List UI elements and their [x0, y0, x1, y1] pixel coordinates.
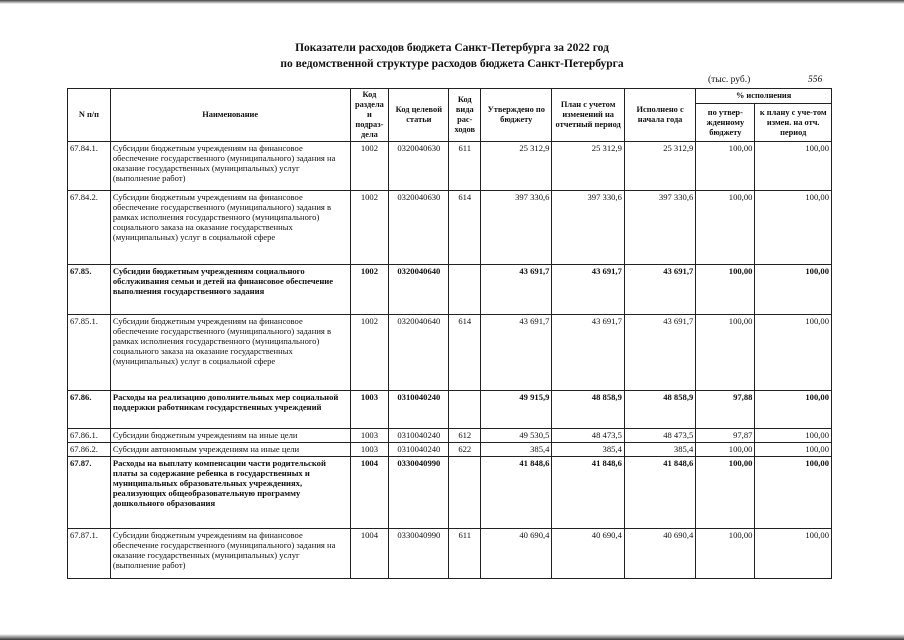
cell-type: 614	[449, 315, 481, 391]
header-target-code: Код целевой статьи	[389, 89, 449, 142]
cell-plan: 385,4	[552, 443, 624, 457]
cell-pct-plan: 100,00	[755, 529, 832, 579]
table-row	[68, 457, 832, 529]
cell-target: 0320040630	[389, 142, 449, 191]
cell-approved: 40 690,4	[481, 529, 552, 579]
cell-executed: 43 691,7	[624, 315, 695, 391]
cell-pct-plan: 100,00	[755, 191, 832, 265]
table-row	[68, 191, 832, 265]
cell-pct-approved: 100,00	[696, 457, 755, 529]
cell-section: 1003	[350, 429, 389, 443]
cell-pct-plan: 100,00	[755, 142, 832, 191]
header-pct-plan: к плану с уче-том измен. на отч. период	[755, 104, 832, 142]
cell-type: 614	[449, 191, 481, 265]
cell-section: 1003	[350, 391, 389, 429]
cell-section: 1004	[350, 457, 389, 529]
table-row	[68, 315, 832, 391]
cell-plan: 43 691,7	[552, 265, 624, 315]
table-row	[68, 529, 832, 579]
header-plan: План с учетом изменений на отчетный период	[552, 89, 624, 142]
cell-type	[449, 457, 481, 529]
cell-approved: 43 691,7	[481, 265, 552, 315]
header-section-code: Код раздела и подраз-дела	[350, 89, 389, 142]
header-expense-type: Код вида рас-ходов	[449, 89, 481, 142]
document-title-line2: по ведомственной структуре расходов бюджета Санкт-Петербурга	[280, 58, 624, 70]
units-label: (тыс. руб.)	[708, 75, 751, 85]
cell-executed: 48 858,9	[624, 391, 695, 429]
scan-edge-bottom	[0, 634, 904, 640]
cell-section: 1002	[350, 265, 389, 315]
cell-executed: 48 473,5	[624, 429, 695, 443]
cell-pct-plan: 100,00	[755, 429, 832, 443]
table-row	[68, 142, 832, 191]
header-num: N п/п	[68, 89, 111, 142]
cell-section: 1003	[350, 443, 389, 457]
table-row	[68, 265, 832, 315]
table-header-row	[68, 89, 832, 104]
cell-name: Расходы на выплату компенсации части родительской платы за содержание ребенка в государственных и муниципальных образовательных учреждениях, реализующих общеобразовательную программу дошкольного образования	[110, 457, 350, 529]
cell-plan: 41 848,6	[552, 457, 624, 529]
cell-type	[449, 391, 481, 429]
cell-approved: 41 848,6	[481, 457, 552, 529]
cell-pct-approved: 100,00	[696, 191, 755, 265]
cell-target: 0320040640	[389, 315, 449, 391]
cell-section: 1002	[350, 315, 389, 391]
cell-target: 0310040240	[389, 391, 449, 429]
table-row	[68, 391, 832, 429]
cell-num: 67.86.2.	[68, 443, 111, 457]
cell-target: 0320040640	[389, 265, 449, 315]
cell-approved: 397 330,6	[481, 191, 552, 265]
cell-num: 67.85.	[68, 265, 111, 315]
cell-name: Расходы на реализацию дополнительных мер социальной поддержки работникам государственных учреждений	[110, 391, 350, 429]
cell-pct-plan: 100,00	[755, 315, 832, 391]
cell-name: Субсидии бюджетным учреждениям социального обслуживания семьи и детей на финансовое обеспечение выполнения государственного задания	[110, 265, 350, 315]
cell-executed: 397 330,6	[624, 191, 695, 265]
cell-executed: 43 691,7	[624, 265, 695, 315]
cell-executed: 25 312,9	[624, 142, 695, 191]
cell-plan: 43 691,7	[552, 315, 624, 391]
cell-num: 67.86.	[68, 391, 111, 429]
cell-pct-approved: 100,00	[696, 443, 755, 457]
cell-target: 0310040240	[389, 429, 449, 443]
cell-section: 1002	[350, 191, 389, 265]
header-pct-group: % исполнения	[696, 89, 832, 104]
cell-num: 67.85.1.	[68, 315, 111, 391]
cell-plan: 48 858,9	[552, 391, 624, 429]
cell-type: 612	[449, 429, 481, 443]
table-row	[68, 443, 832, 457]
cell-type: 622	[449, 443, 481, 457]
cell-approved: 43 691,7	[481, 315, 552, 391]
header-executed: Исполнено с начала года	[624, 89, 695, 142]
cell-pct-plan: 100,00	[755, 443, 832, 457]
page-number: 556	[808, 75, 823, 85]
scan-edge-top	[0, 0, 904, 4]
cell-pct-plan: 100,00	[755, 457, 832, 529]
cell-plan: 40 690,4	[552, 529, 624, 579]
cell-pct-plan: 100,00	[755, 391, 832, 429]
cell-pct-approved: 97,88	[696, 391, 755, 429]
cell-executed: 385,4	[624, 443, 695, 457]
cell-num: 67.84.1.	[68, 142, 111, 191]
cell-pct-approved: 100,00	[696, 265, 755, 315]
cell-num: 67.84.2.	[68, 191, 111, 265]
cell-plan: 48 473,5	[552, 429, 624, 443]
cell-executed: 40 690,4	[624, 529, 695, 579]
cell-approved: 385,4	[481, 443, 552, 457]
cell-pct-approved: 100,00	[696, 142, 755, 191]
cell-num: 67.87.1.	[68, 529, 111, 579]
cell-target: 0330040990	[389, 457, 449, 529]
header-name: Наименование	[110, 89, 350, 142]
cell-plan: 25 312,9	[552, 142, 624, 191]
cell-approved: 49 915,9	[481, 391, 552, 429]
cell-name: Субсидии бюджетным учреждениям на финансовое обеспечение государственного (муниципального) задания на оказание государственных (муниципальных) услуг (выполнение работ)	[110, 142, 350, 191]
cell-num: 67.87.	[68, 457, 111, 529]
cell-name: Субсидии автономным учреждениям на иные цели	[110, 443, 350, 457]
cell-type	[449, 265, 481, 315]
cell-target: 0320040630	[389, 191, 449, 265]
cell-target: 0330040990	[389, 529, 449, 579]
cell-pct-approved: 100,00	[696, 315, 755, 391]
budget-table	[67, 88, 832, 579]
cell-target: 0310040240	[389, 443, 449, 457]
cell-name: Субсидии бюджетным учреждениям на иные цели	[110, 429, 350, 443]
cell-name: Субсидии бюджетным учреждениям на финансовое обеспечение государственного (муниципального) задания на оказание государственных (муниципальных) услуг (выполнение работ)	[110, 529, 350, 579]
cell-num: 67.86.1.	[68, 429, 111, 443]
cell-approved: 25 312,9	[481, 142, 552, 191]
header-approved: Утверждено по бюджету	[481, 89, 552, 142]
cell-section: 1002	[350, 142, 389, 191]
cell-pct-plan: 100,00	[755, 265, 832, 315]
cell-section: 1004	[350, 529, 389, 579]
cell-name: Субсидии бюджетным учреждениям на финансовое обеспечение государственного (муниципального) задания в рамках исполнения государственного (муниципального) социального заказа на оказание государственных (муниципальных) услуг в социальной сфере	[110, 315, 350, 391]
cell-type: 611	[449, 142, 481, 191]
header-pct-approved: по утвер-жденному бюджету	[696, 104, 755, 142]
table-row	[68, 429, 832, 443]
document-title-line1: Показатели расходов бюджета Санкт-Петербурга за 2022 год	[295, 42, 609, 54]
cell-pct-approved: 100,00	[696, 529, 755, 579]
cell-plan: 397 330,6	[552, 191, 624, 265]
cell-pct-approved: 97,87	[696, 429, 755, 443]
cell-type: 611	[449, 529, 481, 579]
cell-name: Субсидии бюджетным учреждениям на финансовое обеспечение государственного (муниципального) задания в рамках исполнения государственного (муниципального) социального заказа на оказание государственных (муниципальных) услуг в социальной сфере	[110, 191, 350, 265]
cell-executed: 41 848,6	[624, 457, 695, 529]
cell-approved: 49 530,5	[481, 429, 552, 443]
